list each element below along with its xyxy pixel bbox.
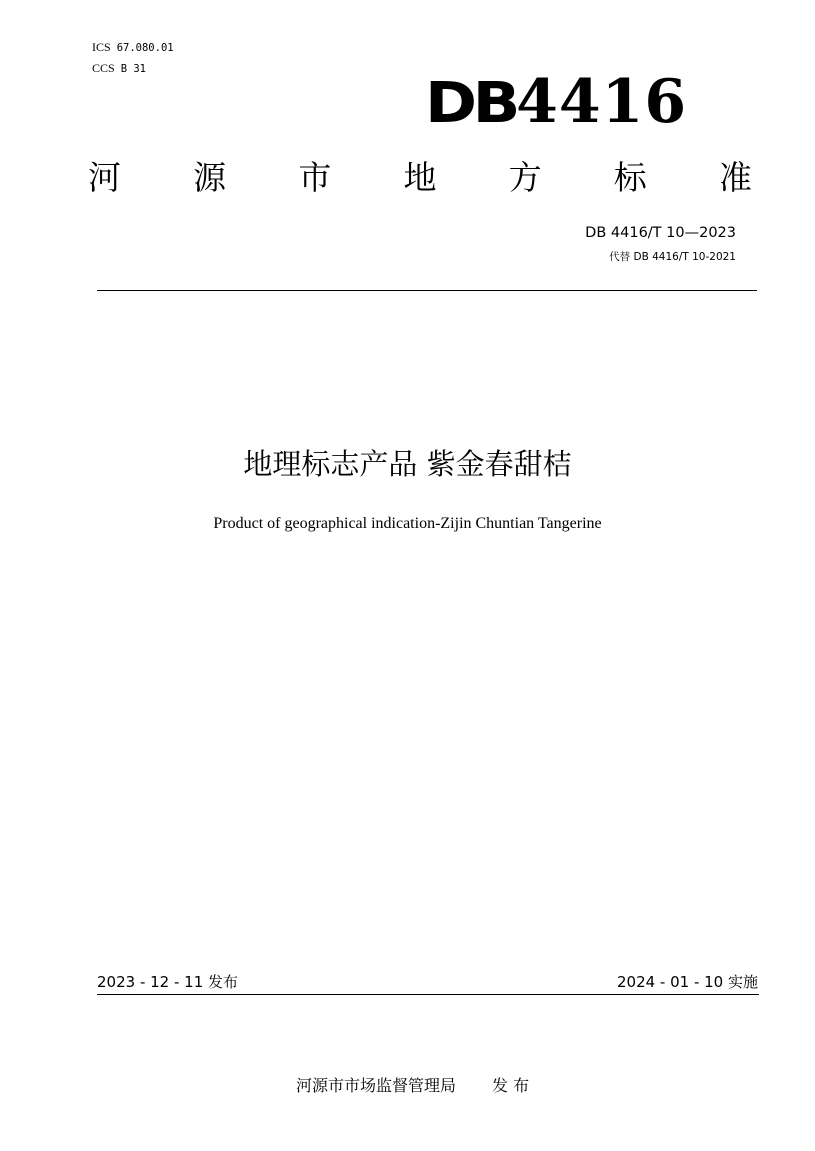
publisher-name: 河源市市场监督管理局 — [296, 1076, 457, 1095]
db-letters: DB — [425, 71, 516, 136]
implementation-date: 2024 - 01 - 10 实施 — [616, 973, 758, 991]
standard-type-char: 河 — [88, 158, 121, 197]
standard-type-heading — [88, 156, 752, 200]
issue-date: 2023 - 12 - 11 发布 — [97, 973, 239, 991]
publisher-action: 发 布 — [492, 1076, 530, 1095]
standard-type-char: 源 — [193, 158, 227, 197]
standard-type-char: 方 — [508, 158, 542, 197]
replaces-standard: 代替 DB 4416/T 10-2021 — [609, 251, 736, 263]
ccs-code: B 31 — [120, 63, 146, 75]
ics-line — [92, 40, 174, 55]
document-title-english: Product of geographical indication-Zijin Chuntian Tangerine — [213, 515, 602, 532]
standard-number: DB 4416/T 10—2023 — [585, 225, 736, 241]
publisher-line — [0, 1053, 815, 1097]
document-title-chinese: 地理标志产品 紫金春甜桔 — [243, 447, 572, 481]
ics-label: ICS — [92, 40, 111, 54]
standard-type-char: 准 — [718, 158, 752, 197]
db-code: 4416 — [516, 67, 688, 137]
ics-code: 67.080.01 — [116, 42, 174, 54]
ccs-label: CCS — [92, 61, 115, 75]
footer-divider — [97, 994, 759, 995]
standard-type-char: 地 — [403, 158, 437, 197]
standard-type-char: 市 — [298, 158, 332, 197]
header-divider — [97, 290, 757, 291]
standard-type-char: 标 — [613, 158, 647, 197]
ccs-line — [92, 61, 146, 76]
db-standard-mark — [425, 66, 700, 138]
